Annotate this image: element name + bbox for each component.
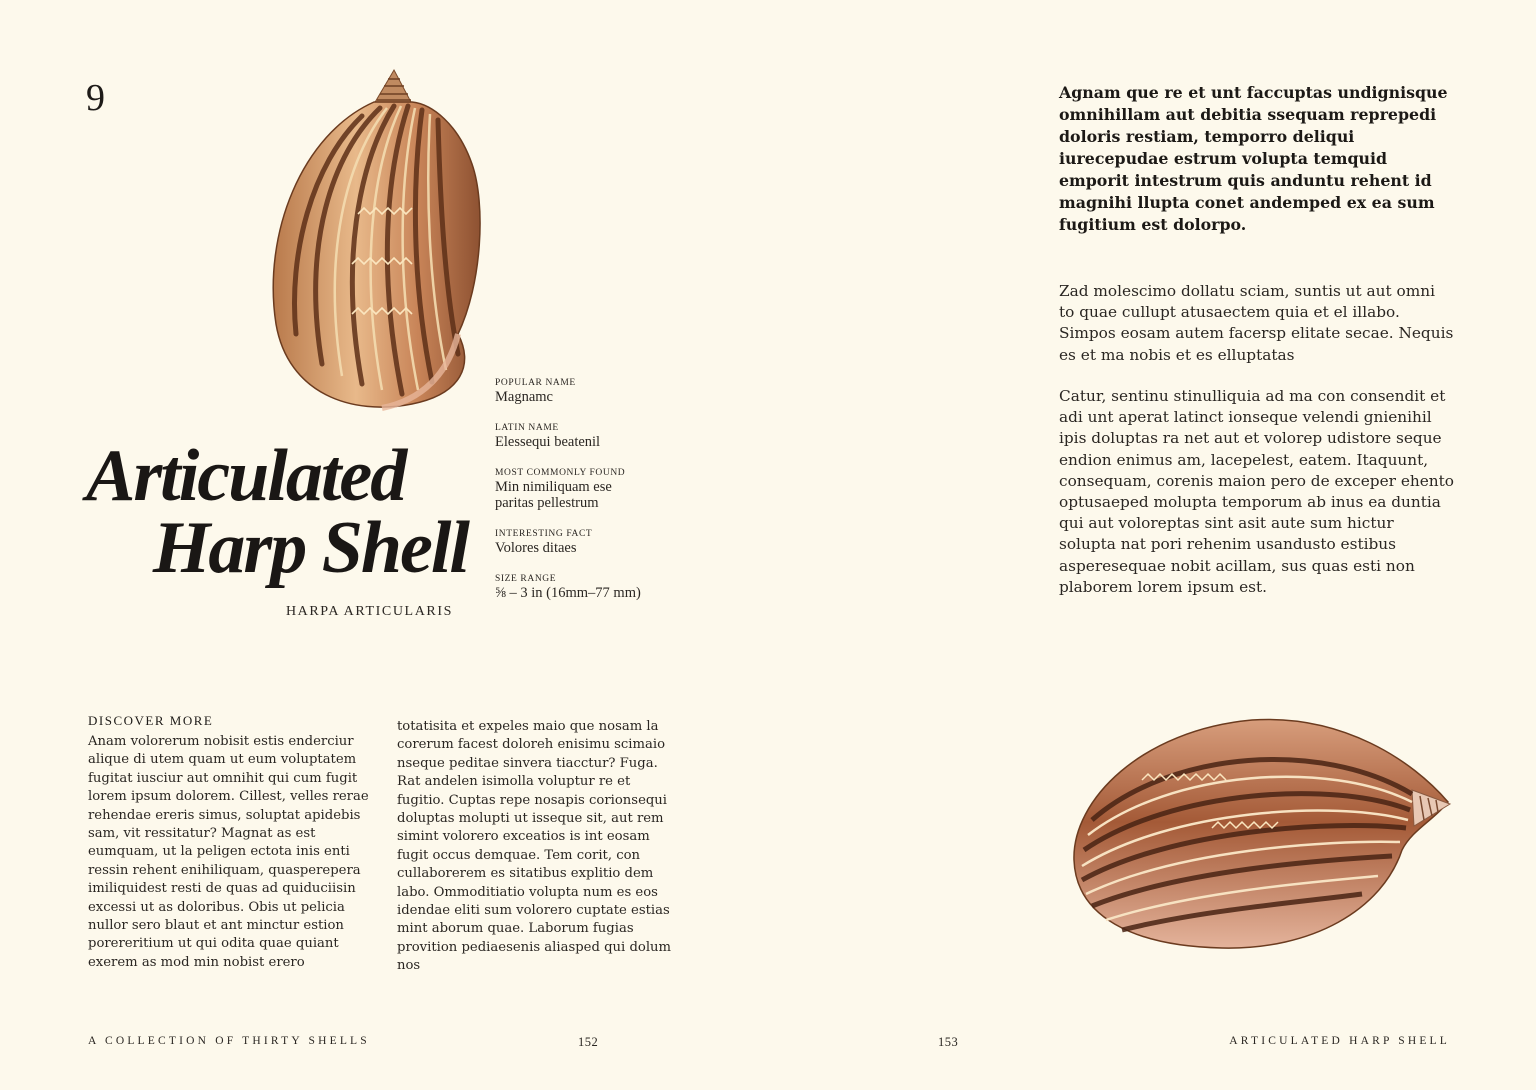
title-line-1: Articulated [86,435,406,517]
body-paragraph-1: Zad molescimo dollatu sciam, suntis ut aut omni to quae cullupt atusaectem quia et el illabo. Simpos eosam autem facersp elitate secae. Nequis es et ma nobis et es elluptatas [1059,282,1454,364]
discover-column-2: totatisita et expeles maio que nosam la corerum facest doloreh enisimu scimaio nseque peditae sinvera tiacctur? Fuga. Rat andelen isimolla voluptur re et fugitio. Cuptas repe nosapis corionsequi doluptas molupti ut isseque sit, aut rem simint volorero exceatios is int eosam fugit occus demquae. Tem corit, con cullaborerem es sitatibus explitio dem labo. Ommoditiatio volupta num es eos idendae eliti sum volorero cuptate estias mint aborum quae. Laborum fugias provition pediaesenis aliasped qui dolum nos [397,719,672,974]
fact-value: Magnamc [495,389,553,405]
fact-popular-name [495,377,695,405]
fact-value: ⅝ – 3 in (16mm–77 mm) [495,585,641,601]
body-paragraph-2: Catur, sentinu stinulliquia ad ma con consendit et adi unt aperat latinct ionseque velendi gnienihil ipis doluptas ra net aut et volorep udistore seque endion enimus am, lacepelest, eatem. Itaquunt, consequam, corenis maion pero de exceper ehento optusaeped molupta temporum ab inus ea duntia qui aut voloreptas sint asit aute sum hictur solupta nat pori rehenim usandusto estibus asperesequae nobit acillam, sus quas esti non plaborem lorem ipsum est. [1059,387,1454,596]
fact-list [495,377,695,618]
discover-more-heading: DISCOVER MORE [88,713,214,728]
page-number-right: 153 [938,1035,959,1049]
fact-value: Min nimiliquam ese paritas pellestrum [495,479,612,511]
fact-value: Elessequi beatenil [495,434,601,450]
fact-value: Volores ditaes [495,540,577,556]
fact-label: INTERESTING FACT [495,529,593,539]
fact-label: MOST COMMONLY FOUND [495,468,626,478]
footer-running-head-right: ARTICULATED HARP SHELL [1229,1035,1450,1047]
footer-running-head-left: A COLLECTION OF THIRTY SHELLS [88,1035,370,1047]
fact-label: LATIN NAME [495,423,559,433]
title-line-2: Harp Shell [152,507,468,589]
fact-label: POPULAR NAME [495,378,576,388]
fact-size-range [495,573,695,601]
page-title [86,435,476,589]
discover-column-1: Anam volorerum nobisit estis enderciur alique di utem quam ut eum voluptatem fugitat iusciur aut omnihit qui cum fugit lorem ipsum dolorem. Cillest, velles rerae rehendae ereris simus, soluptat apidebis sam, vit ressitatur? Magnat as est eumquam, ut la peligen ectota inis enti ressin rehent enihiliquam, quasperepera imiliquidest resti de quas ad quiduciisin excessi ut as doloribus. Obis ut pelicia nullor sero blaut et ant minctur estion porereritium ut qui odita quae quiant exerem as mod min nobist erero [88,734,369,970]
lead-paragraph: Agnam que re et unt faccuptas undignisque omnihillam aut debitia ssequam reprepedi doloris restiam, temporro deliqui iurecepudae estrum volupta temquid emporit intestrum quis anduntu rehent id magnihi llupta conet andemped ex ea sum fugitium est dolorpo. [1059,83,1448,234]
fact-most-commonly-found [495,467,695,511]
fact-interesting-fact [495,528,695,556]
fact-label: SIZE RANGE [495,574,557,584]
latin-subtitle: HARPA ARTICULARIS [285,604,453,619]
harp-shell-upright-illustration [262,64,492,416]
chapter-number: 9 [86,77,105,119]
page-number-left: 152 [578,1035,599,1049]
fact-latin-name [495,422,695,450]
harp-shell-side-illustration [1062,710,1454,958]
